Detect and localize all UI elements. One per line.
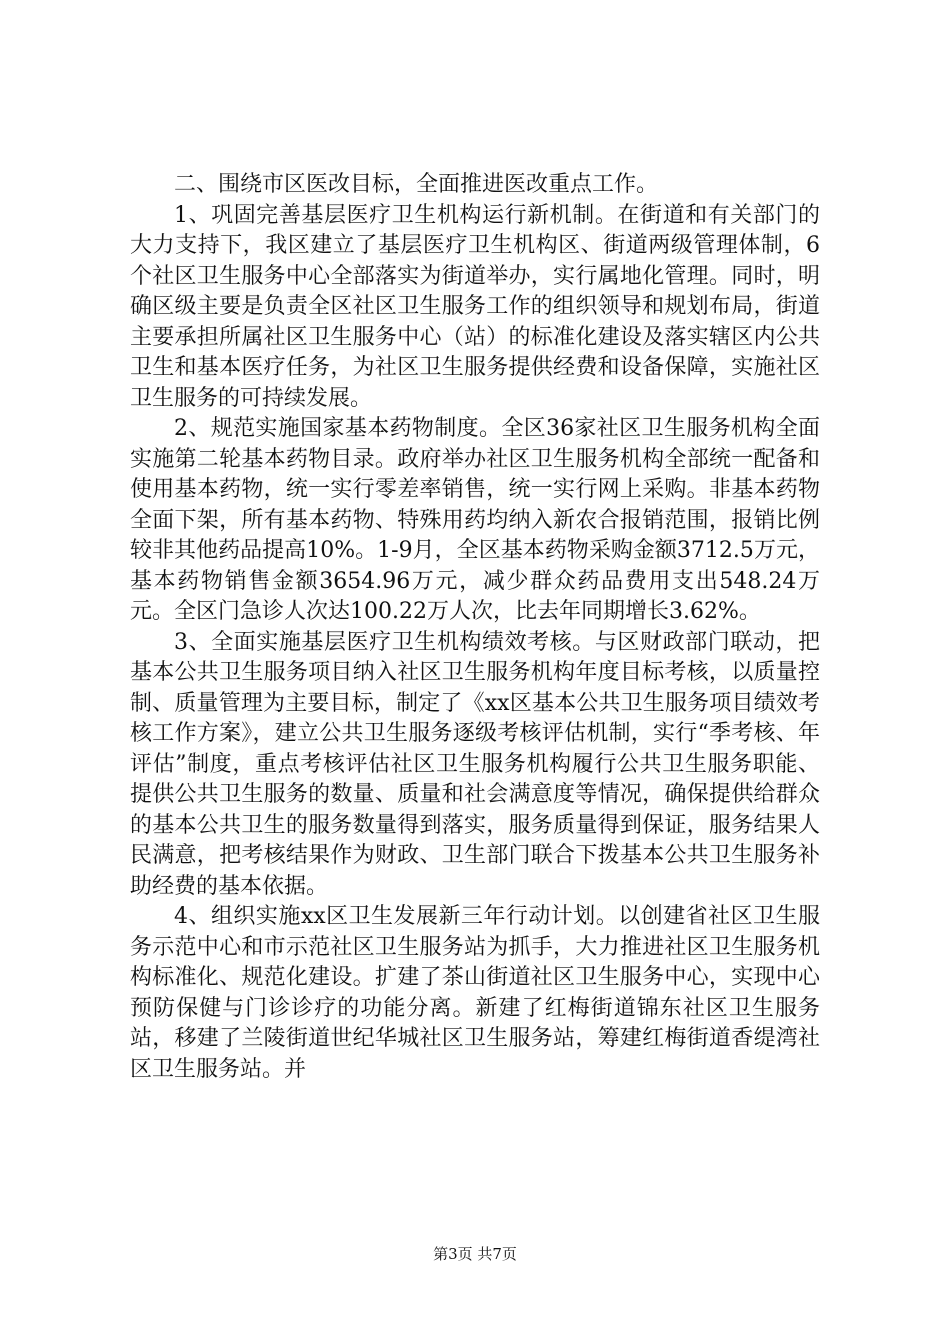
document-body	[130, 170, 820, 1085]
paragraph-4: 4、组织实施xx区卫生发展新三年行动计划。以创建省社区卫生服务示范中心和市示范社区卫生服务站为抓手，大力推进社区卫生服务机构标准化、规范化建设。扩建了茶山街道社区卫生服务中心，实现中心预防保健与门诊诊疗的功能分离。新建了红梅街道锦东社区卫生服务站，移建了兰陵街道世纪华城社区卫生服务站，筹建红梅街道香缇湾社区卫生服务站。并	[130, 904, 820, 1082]
paragraph-3: 3、全面实施基层医疗卫生机构绩效考核。与区财政部门联动，把基本公共卫生服务项目纳入社区卫生服务机构年度目标考核，以质量控制、质量管理为主要目标，制定了《xx区基本公共卫生服务项目绩效考核工作方案》，建立公共卫生服务逐级考核评估机制，实行“季考核、年评估”制度，重点考核评估社区卫生服务机构履行公共卫生服务职能、提供公共卫生服务的数量、质量和社会满意度等情况，确保提供给群众的基本公共卫生的服务数量得到落实，服务质量得到保证，服务结果人民满意，把考核结果作为财政、卫生部门联合下拨基本公共卫生服务补助经费的基本依据。	[130, 629, 820, 899]
section-heading: 二、围绕市区医改目标，全面推进医改重点工作。	[174, 172, 659, 197]
paragraph-2: 2、规范实施国家基本药物制度。全区36家社区卫生服务机构全面实施第二轮基本药物目录。政府举办社区卫生服务机构全部统一配备和使用基本药物，统一实行零差率销售，统一实行网上采购。非基本药物全面下架，所有基本药物、特殊用药均纳入新农合报销范围，报销比例较非其他药品提高10%。1-9月，全区基本药物采购金额3712.5万元，基本药物销售金额3654.96万元，减少群众药品费用支出548.24万元。全区门急诊人次达100.22万人次，比去年同期增长3.62%。	[130, 416, 820, 624]
page-number: 第3页 共7页	[433, 1245, 517, 1263]
paragraph-1: 1、巩固完善基层医疗卫生机构运行新机制。在街道和有关部门的大力支持下，我区建立了基层医疗卫生机构区、街道两级管理体制，6个社区卫生服务中心全部落实为街道举办，实行属地化管理。同时，明确区级主要是负责全区社区卫生服务工作的组织领导和规划布局，街道主要承担所属社区卫生服务中心（站）的标准化建设及落实辖区内公共卫生和基本医疗任务，为社区卫生服务提供经费和设备保障，实施社区卫生服务的可持续发展。	[130, 202, 820, 411]
